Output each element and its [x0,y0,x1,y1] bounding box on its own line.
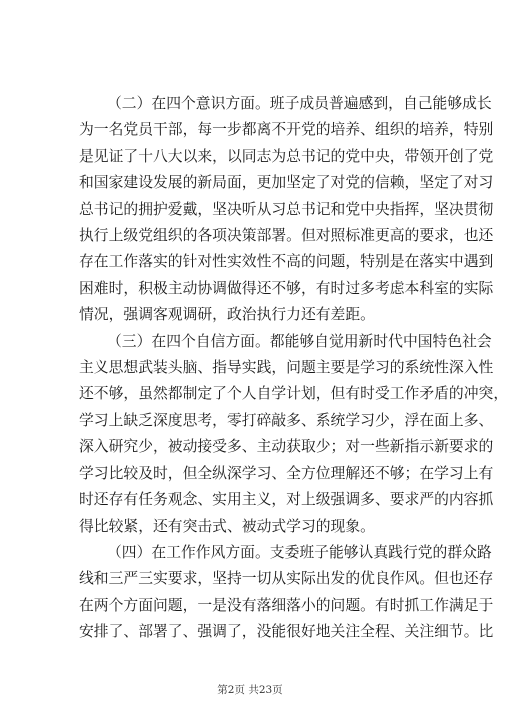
text-line: 时还存有任务观念、实用主义，对上级强调多、要求严的内容抓 [79,491,494,509]
page-footer: 第2页 共23页 [217,684,283,696]
text-line: 深入研究少，被动接受多、主动获取少；对一些新指示新要求的 [79,438,494,456]
text-line: 困难时，积极主动协调做得还不够，有时过多考虑本科室的实际 [79,279,494,297]
text-line: （二）在四个意识方面。班子成员普遍感到，自己能够成长 [107,95,492,112]
text-line: （三）在四个自信方面。都能够自觉用新时代中国特色社会 [107,332,492,350]
text-line: 还不够，虽然都制定了个人自学计划，但有时受工作矛盾的冲突， [79,385,508,403]
text-line: 安排了、部署了、强调了，没能很好地关注全程、关注细节。比 [79,623,494,641]
text-line: 主义思想武装头脑、指导实践，问题主要是学习的系统性深入性 [79,359,494,377]
text-line: （四）在工作作风方面。支委班子能够认真践行党的群众路 [107,543,492,561]
paragraph-four-consciousness [79,91,494,329]
text-line: 执行上级党组织的各项决策部署。但对照标准更高的要求，也还 [79,227,494,245]
paragraph-work-style [79,540,494,646]
text-line: 学习比较及时，但全纵深学习、全方位理解还不够；在学习上有 [79,464,494,482]
text-line: 学习上缺乏深度思考，零打碎敲多、系统学习少，浮在面上多、 [79,411,494,429]
text-line: 存在工作落实的针对性实效性不高的问题，特别是在落实中遇到 [79,253,494,271]
text-line: 得比较紧，还有突击式、被动式学习的现象。 [79,517,375,535]
text-line: 是见证了十八大以来，以同志为总书记的党中央，带领开创了党 [79,147,494,165]
paragraph-four-confidence [79,329,508,540]
text-line: 情况，强调客观调研，政治执行力还有差距。 [79,306,375,324]
text-line: 和国家建设发展的新局面，更加坚定了对党的信赖，坚定了对习 [79,174,494,192]
body-text [79,91,508,646]
text-line: 在两个方面问题，一是没有落细落小的问题。有时抓工作满足于 [79,596,494,614]
text-line: 总书记的拥护爱戴，坚决听从习总书记和党中央指挥，坚决贯彻 [79,200,494,218]
text-line: 线和三严三实要求，坚持一切从实际出发的优良作风。但也还存 [79,570,494,588]
text-line: 为一名党员干部，每一步都离不开党的培养、组织的培养，特别 [79,121,494,139]
